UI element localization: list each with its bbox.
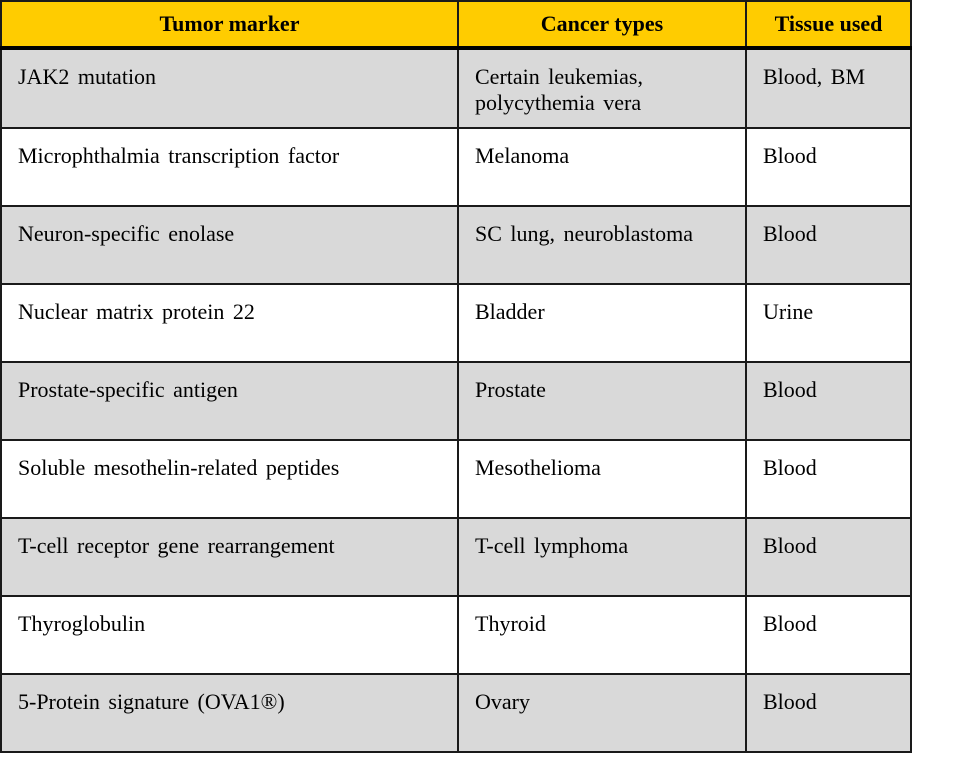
cell-cancer-types: Melanoma [458, 128, 746, 206]
cell-cancer-types: Mesothelioma [458, 440, 746, 518]
table-row [1, 48, 911, 128]
table-header [1, 1, 911, 48]
table-body [1, 48, 911, 752]
cell-tumor-marker: Microphthalmia transcription factor [1, 128, 458, 206]
table-row [1, 674, 911, 752]
table-row [1, 284, 911, 362]
table-row [1, 440, 911, 518]
cell-tissue-used: Blood [746, 206, 911, 284]
header-row [1, 1, 911, 48]
table-row [1, 518, 911, 596]
table-row [1, 128, 911, 206]
cell-tissue-used: Blood [746, 674, 911, 752]
header-cancer-types: Cancer types [458, 1, 746, 48]
cell-tissue-used: Blood [746, 518, 911, 596]
cell-tumor-marker: T-cell receptor gene rearrangement [1, 518, 458, 596]
cell-tumor-marker: Prostate-specific antigen [1, 362, 458, 440]
cell-cancer-types: Certain leukemias, polycythemia vera [458, 48, 746, 128]
cell-cancer-types: Prostate [458, 362, 746, 440]
cell-tissue-used: Blood [746, 362, 911, 440]
cell-tissue-used: Blood, BM [746, 48, 911, 128]
cell-cancer-types: Bladder [458, 284, 746, 362]
cell-tumor-marker: 5-Protein signature (OVA1®) [1, 674, 458, 752]
table-row [1, 596, 911, 674]
table-row [1, 206, 911, 284]
cell-cancer-types: Ovary [458, 674, 746, 752]
cell-cancer-types: Thyroid [458, 596, 746, 674]
cell-tissue-used: Blood [746, 440, 911, 518]
cell-tissue-used: Blood [746, 128, 911, 206]
cell-cancer-types: SC lung, neuroblastoma [458, 206, 746, 284]
table-row [1, 362, 911, 440]
cell-cancer-types: T-cell lymphoma [458, 518, 746, 596]
header-tumor-marker: Tumor marker [1, 1, 458, 48]
cell-tissue-used: Blood [746, 596, 911, 674]
header-tissue-used: Tissue used [746, 1, 911, 48]
cell-tumor-marker: Soluble mesothelin-related peptides [1, 440, 458, 518]
cell-tumor-marker: JAK2 mutation [1, 48, 458, 128]
cell-tumor-marker: Thyroglobulin [1, 596, 458, 674]
cell-tissue-used: Urine [746, 284, 911, 362]
cell-tumor-marker: Nuclear matrix protein 22 [1, 284, 458, 362]
cell-tumor-marker: Neuron-specific enolase [1, 206, 458, 284]
